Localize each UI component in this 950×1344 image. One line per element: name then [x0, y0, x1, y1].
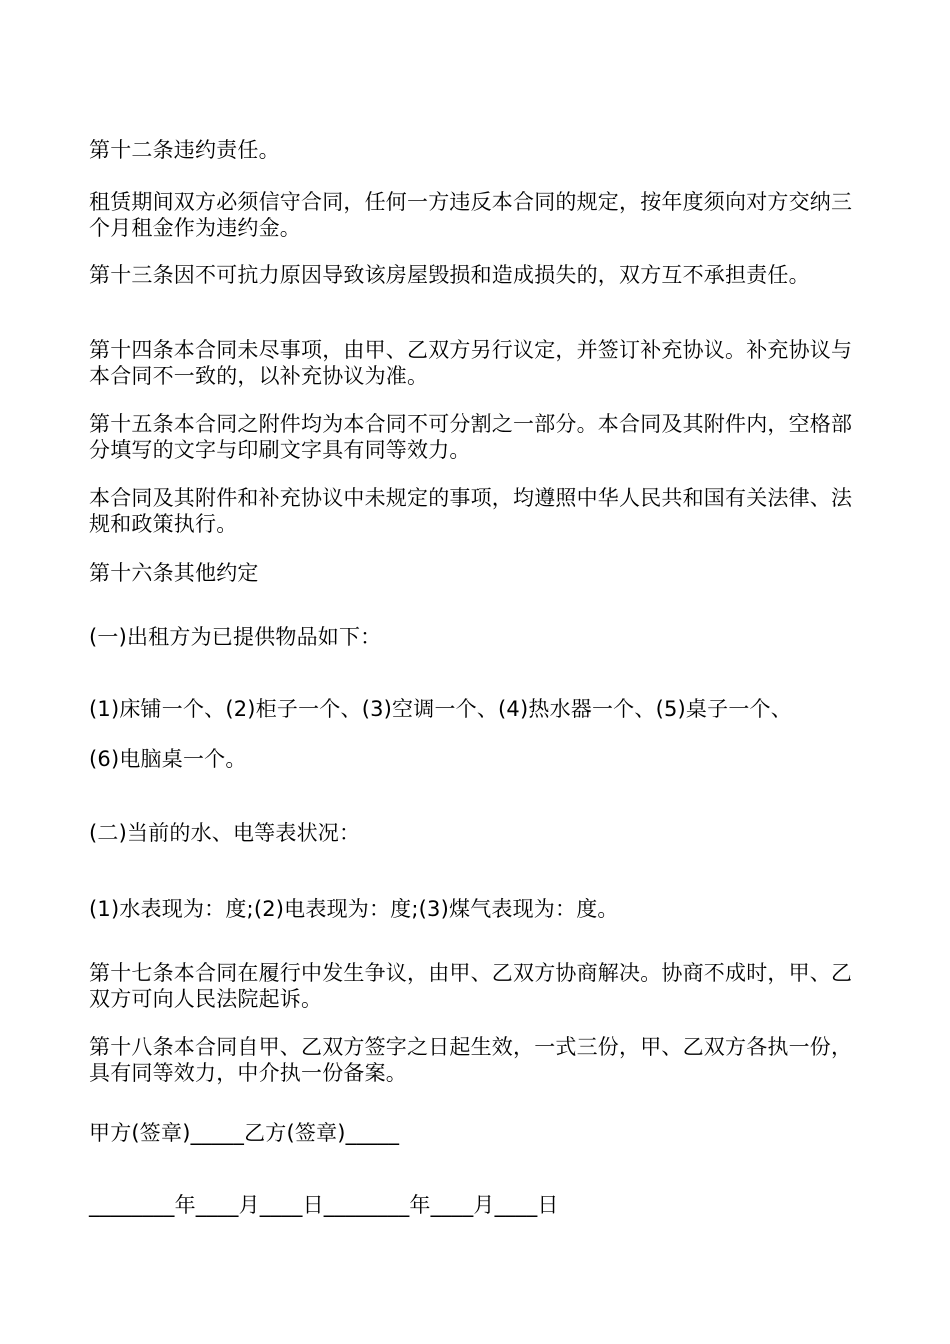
clause-17-text: 第十七条本合同在履行中发生争议，由甲、乙双方协商解决。协商不成时，甲、乙双方可向人民法院起诉。 [89, 961, 853, 1011]
meter-status-text: (1)水表现为：度;(2)电表现为：度;(3)煤气表现为：度。 [89, 897, 619, 921]
clause-13-text: 第十三条因不可抗力原因导致该房屋毁损和造成损失的，双方互不承担责任。 [89, 263, 810, 287]
provided-items-heading: (一)出租方为已提供物品如下： [89, 625, 382, 649]
clause-12-title: 第十二条违约责任。 [89, 138, 280, 162]
meter-status-heading: (二)当前的水、电等表状况： [89, 821, 361, 845]
signature-line: 甲方(签章)_____乙方(签章)_____ [89, 1121, 400, 1145]
clause-12-text: 租赁期间双方必须信守合同，任何一方违反本合同的规定，按年度须向对方交纳三个月租金作为违约金。 [89, 190, 853, 240]
clause-14-text: 第十四条本合同未尽事项，由甲、乙双方另行议定，并签订补充协议。补充协议与本合同不一致的，以补充协议为准。 [89, 338, 853, 388]
provided-items-list-line-1: (1)床铺一个、(2)柜子一个、(3)空调一个、(4)热水器一个、(5)桌子一个、 [89, 697, 792, 721]
clause-16-title: 第十六条其他约定 [89, 561, 259, 585]
date-line: ________年____月____日________年____月____日 [89, 1193, 559, 1217]
legal-reference-text: 本合同及其附件和补充协议中未规定的事项，均遵照中华人民共和国有关法律、法规和政策执行。 [89, 486, 853, 536]
provided-items-list-line-2: (6)电脑桌一个。 [89, 747, 247, 771]
clause-15-text: 第十五条本合同之附件均为本合同不可分割之一部分。本合同及其附件内，空格部分填写的文字与印刷文字具有同等效力。 [89, 412, 853, 462]
clause-18-text: 第十八条本合同自甲、乙双方签字之日起生效，一式三份，甲、乙双方各执一份，具有同等效力，中介执一份备案。 [89, 1035, 853, 1085]
